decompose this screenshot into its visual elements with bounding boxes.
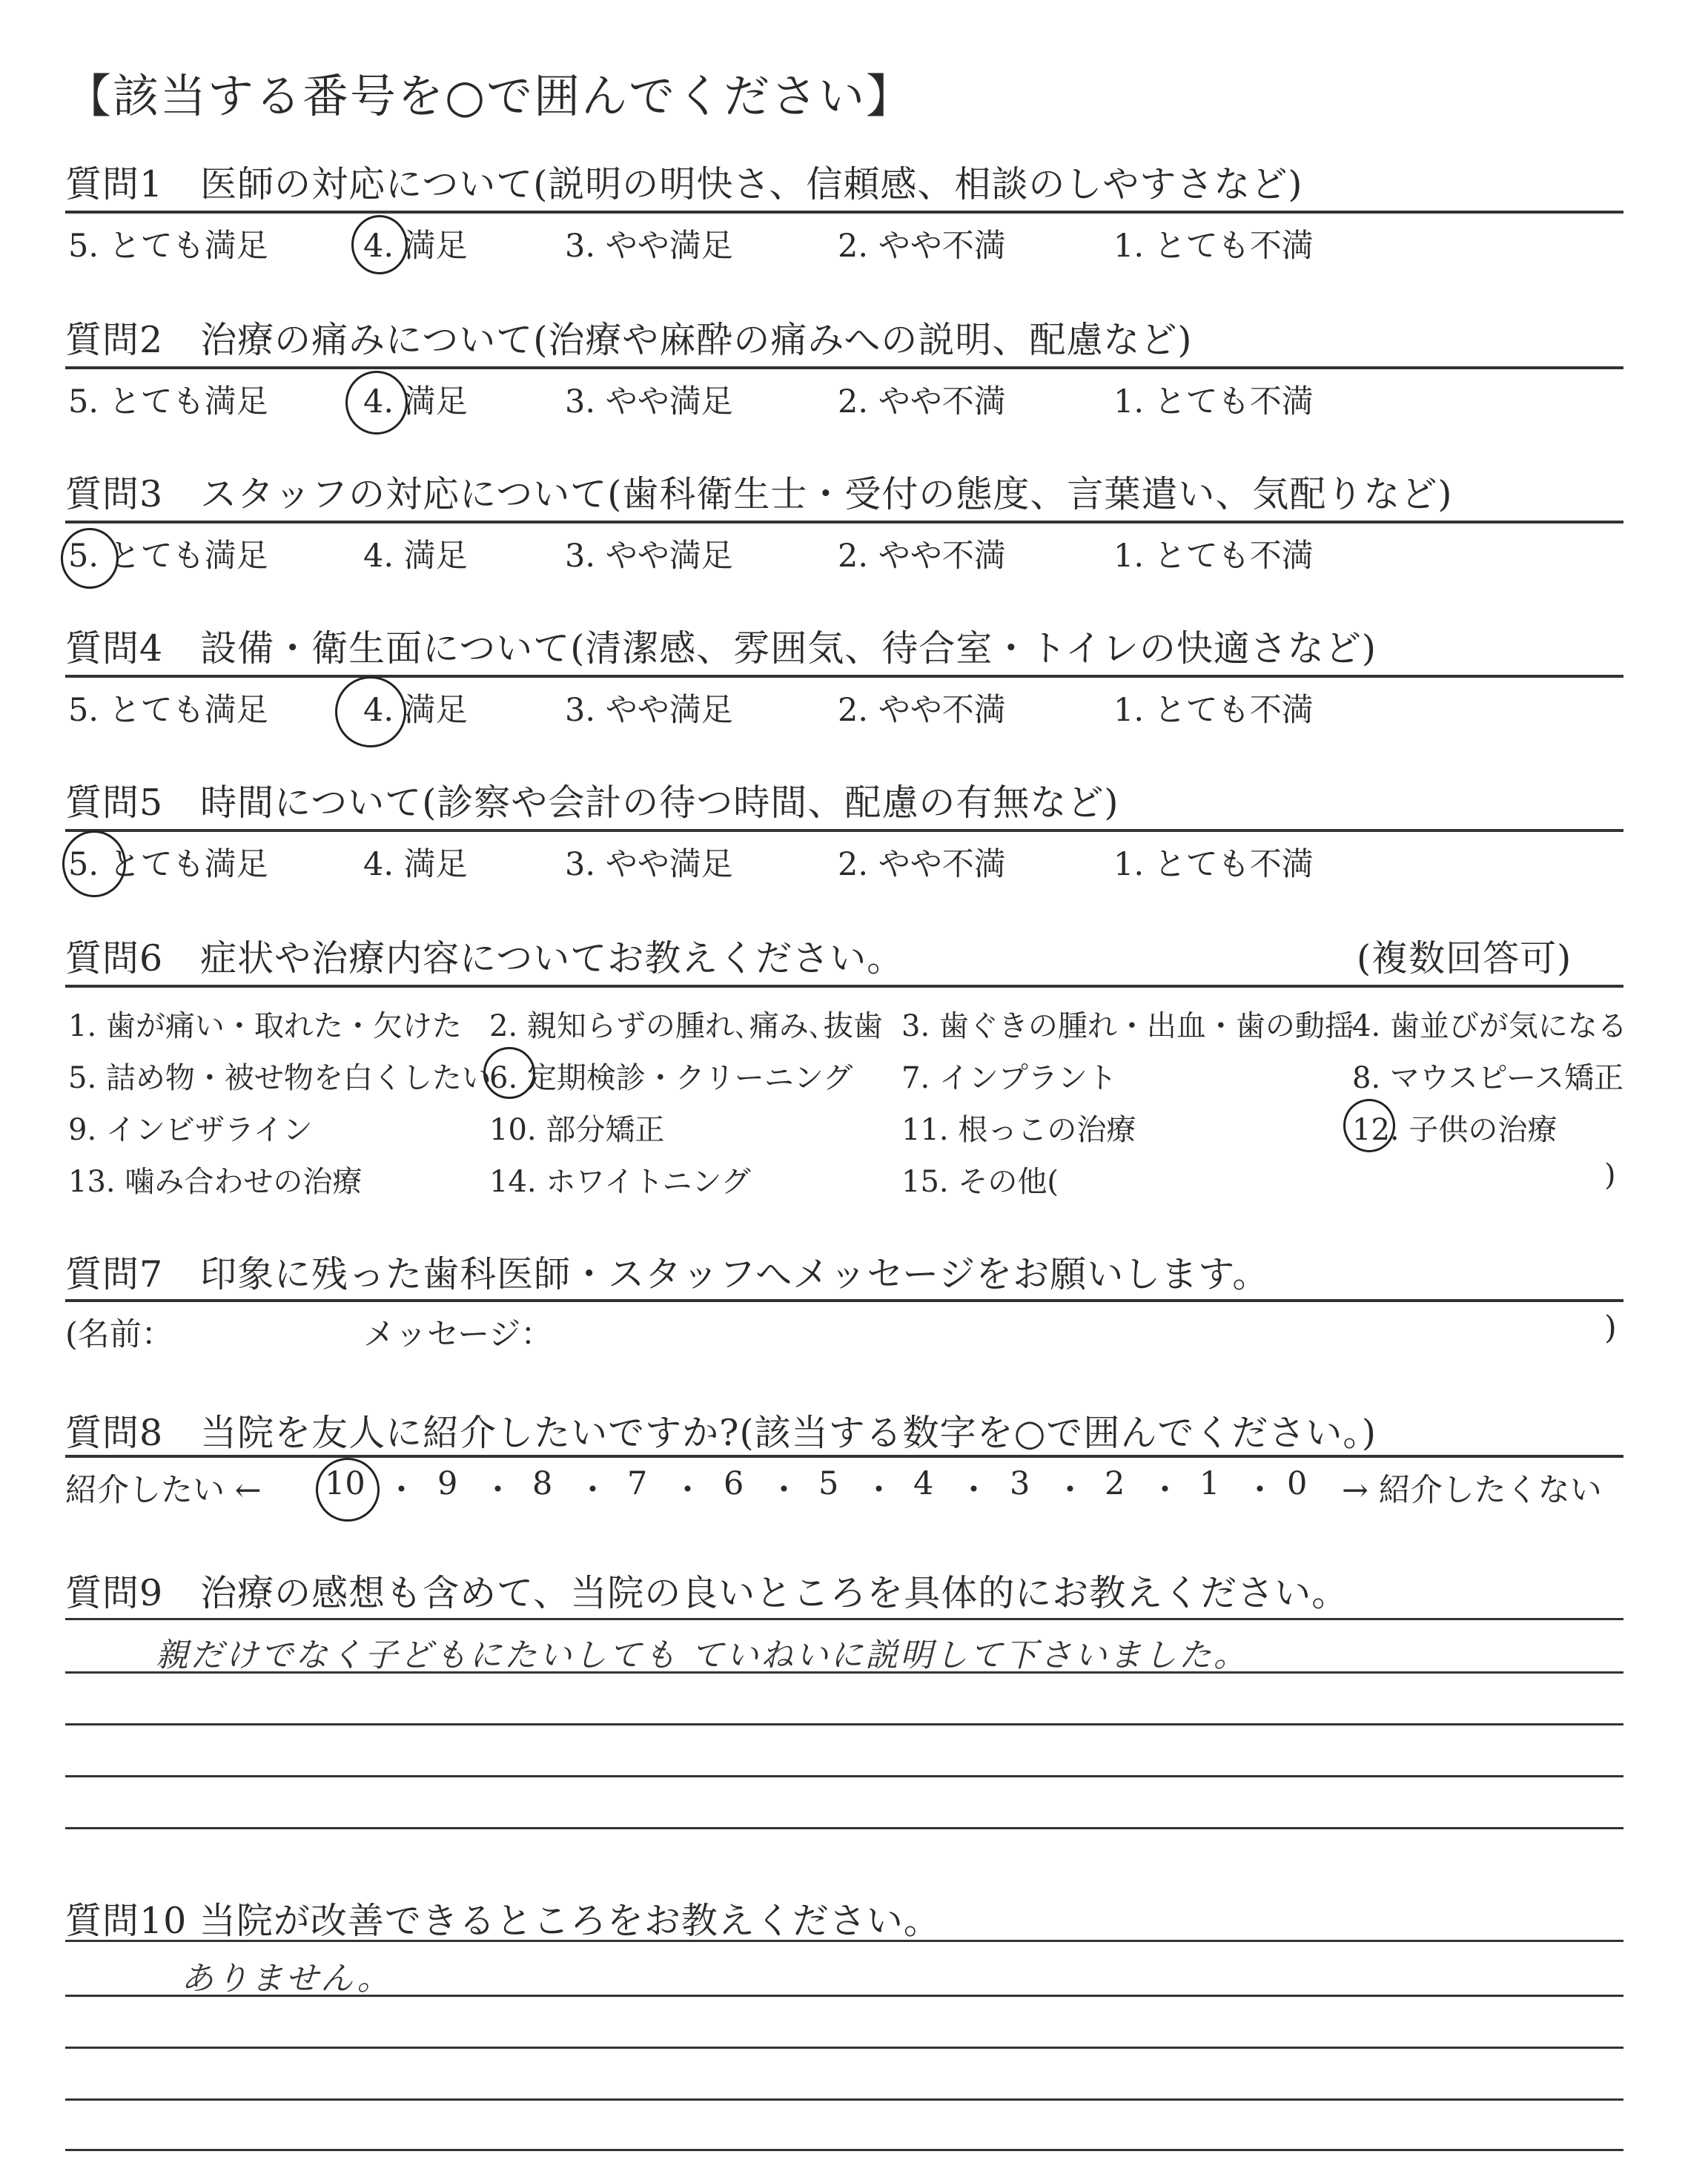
selection-circle xyxy=(316,1458,380,1522)
q6-option-13[interactable]: 13. 噛み合わせの治療 xyxy=(68,1165,363,1199)
rating-option-1[interactable]: 1. とても不満 xyxy=(1113,538,1314,575)
scale-right-label: → 紹介したくない xyxy=(1342,1472,1602,1509)
scale-separator: ・ xyxy=(482,1472,514,1509)
answer-line xyxy=(65,1940,1623,1942)
question-3-title: 質問3 スタッフの対応について(歯科衛生士・受付の態度、言葉遣い、気配りなど) xyxy=(65,473,1453,515)
q6-option-12[interactable]: 12. 子供の治療 xyxy=(1352,1113,1558,1147)
rating-option-5[interactable]: 5. とても満足 xyxy=(68,692,268,729)
answer-line xyxy=(65,2149,1623,2151)
scale-separator: ・ xyxy=(385,1472,417,1509)
question-5-title: 質問5 時間について(診察や会計の待つ時間、配慮の有無など) xyxy=(65,782,1119,824)
selection-circle xyxy=(62,830,126,897)
q6-option-5[interactable]: 5. 詰め物・被せ物を白くしたい xyxy=(68,1061,491,1095)
question-8-title: 質問8 当院を友人に紹介したいですか?(該当する数字を○で囲んでください。) xyxy=(65,1412,1377,1454)
scale-value[interactable]: 7 xyxy=(627,1465,648,1502)
q6-option-3[interactable]: 3. 歯ぐきの腫れ・出血・歯の動揺 xyxy=(901,1009,1354,1043)
divider xyxy=(65,366,1623,369)
answer-line xyxy=(65,1775,1623,1777)
scale-separator: ・ xyxy=(1054,1472,1086,1509)
divider xyxy=(65,675,1623,678)
answer-line xyxy=(65,1618,1623,1620)
scale-value[interactable]: 4 xyxy=(913,1465,934,1502)
scale-left-label: 紹介したい ← xyxy=(65,1472,262,1509)
scale-value[interactable]: 1 xyxy=(1199,1465,1220,1502)
scale-value[interactable]: 2 xyxy=(1105,1465,1125,1502)
question-7-title: 質問7 印象に残った歯科医師・スタッフへメッセージをお願いします。 xyxy=(65,1253,1270,1295)
scale-value[interactable]: 0 xyxy=(1287,1465,1308,1502)
rating-option-5[interactable]: 5. とても満足 xyxy=(68,228,268,265)
q6-option-15[interactable]: 15. その他( xyxy=(901,1165,1059,1199)
rating-option-2[interactable]: 2. やや不満 xyxy=(838,228,1006,265)
rating-option-4[interactable]: 4. 満足 xyxy=(363,538,468,575)
rating-option-1[interactable]: 1. とても不満 xyxy=(1113,692,1314,729)
answer-line xyxy=(65,1671,1623,1674)
rating-option-4[interactable]: 4. 満足 xyxy=(363,846,468,883)
multiple-answers-note: (複数回答可) xyxy=(1357,937,1572,980)
rating-option-2[interactable]: 2. やや不満 xyxy=(838,383,1006,420)
scale-separator: ・ xyxy=(1244,1472,1276,1509)
scale-value[interactable]: 8 xyxy=(532,1465,553,1502)
q6-option-1[interactable]: 1. 歯が痛い・取れた・欠けた xyxy=(68,1009,462,1043)
answer-line xyxy=(65,1995,1623,1997)
divider xyxy=(65,211,1623,214)
scale-separator: ・ xyxy=(768,1472,800,1509)
q6-option-8[interactable]: 8. マウスピース矯正 xyxy=(1352,1061,1624,1095)
rating-option-1[interactable]: 1. とても不満 xyxy=(1113,846,1314,883)
rating-option-5[interactable]: 5. とても満足 xyxy=(68,383,268,420)
answer-line xyxy=(65,2047,1623,2049)
scale-separator: ・ xyxy=(577,1472,609,1509)
selection-circle xyxy=(483,1047,535,1099)
handwritten-answer: 親だけでなく子どもにたいしても ていねいに説明して下さいました。 xyxy=(156,1636,1248,1674)
selection-circle xyxy=(61,528,119,589)
divider xyxy=(65,1299,1623,1302)
rating-option-3[interactable]: 3. やや満足 xyxy=(565,846,733,883)
rating-option-2[interactable]: 2. やや不満 xyxy=(838,538,1006,575)
message-close: ) xyxy=(1604,1309,1617,1347)
scale-value[interactable]: 6 xyxy=(724,1465,744,1502)
question-10-title: 質問10 当院が改善できるところをお教えください。 xyxy=(65,1900,941,1942)
q6-option-10[interactable]: 10. 部分矯正 xyxy=(489,1113,665,1147)
selection-circle xyxy=(1343,1099,1395,1152)
answer-line xyxy=(65,2098,1623,2101)
scale-separator: ・ xyxy=(958,1472,990,1509)
divider xyxy=(65,829,1623,832)
q6-option-2[interactable]: 2. 親知らずの腫れ､痛み､抜歯 xyxy=(489,1009,883,1043)
scale-value[interactable]: 5 xyxy=(818,1465,839,1502)
divider xyxy=(65,521,1623,524)
answer-line xyxy=(65,1723,1623,1725)
rating-option-5[interactable]: 5. とても満足 xyxy=(68,538,268,575)
q6-option-9[interactable]: 9. インビザライン xyxy=(68,1113,313,1147)
divider xyxy=(65,1455,1623,1458)
divider xyxy=(65,985,1623,988)
rating-option-2[interactable]: 2. やや不満 xyxy=(838,692,1006,729)
rating-option-4[interactable]: 4. 満足 xyxy=(363,383,468,420)
q6-option-4[interactable]: 4. 歯並びが気になる xyxy=(1352,1009,1627,1043)
scale-value[interactable]: 3 xyxy=(1010,1465,1030,1502)
scale-separator: ・ xyxy=(863,1472,895,1509)
scale-value[interactable]: 10 xyxy=(325,1465,365,1502)
handwritten-answer: ありません。 xyxy=(181,1960,392,1998)
q6-option-14[interactable]: 14. ホワイトニング xyxy=(489,1165,751,1199)
question-4-title: 質問4 設備・衛生面について(清潔感、雰囲気、待合室・トイレの快適さなど) xyxy=(65,627,1377,670)
rating-option-4[interactable]: 4. 満足 xyxy=(363,228,468,265)
rating-option-1[interactable]: 1. とても不満 xyxy=(1113,383,1314,420)
question-2-title: 質問2 治療の痛みについて(治療や麻酔の痛みへの説明、配慮など) xyxy=(65,319,1193,361)
q6-option-11[interactable]: 11. 根っこの治療 xyxy=(901,1113,1136,1147)
rating-option-2[interactable]: 2. やや不満 xyxy=(838,846,1006,883)
question-9-title: 質問9 治療の感想も含めて、当院の良いところを具体的にお教えください。 xyxy=(65,1572,1349,1614)
rating-option-1[interactable]: 1. とても不満 xyxy=(1113,228,1314,265)
q6-option-15-close: ) xyxy=(1604,1158,1616,1192)
selection-circle xyxy=(351,215,408,274)
scale-separator: ・ xyxy=(1149,1472,1181,1509)
form-heading: 【該当する番号を○で囲んでください】 xyxy=(65,69,914,123)
selection-circle xyxy=(345,371,408,435)
rating-option-3[interactable]: 3. やや満足 xyxy=(565,692,733,729)
message-label: メッセージ： xyxy=(363,1316,553,1353)
q6-option-6[interactable]: 6. 定期検診・クリーニング xyxy=(489,1061,853,1095)
question-1-title: 質問1 医師の対応について(説明の明快さ、信頼感、相談のしやすさなど) xyxy=(65,163,1303,205)
rating-option-5[interactable]: 5. とても満足 xyxy=(68,846,268,883)
rating-option-4[interactable]: 4. 満足 xyxy=(363,692,468,729)
name-label: (名前： xyxy=(65,1316,173,1353)
question-6-title: 質問6 症状や治療内容についてお教えください。 xyxy=(65,937,904,980)
q6-option-7[interactable]: 7. インプラント xyxy=(901,1061,1117,1095)
rating-option-3[interactable]: 3. やや満足 xyxy=(565,538,733,575)
rating-option-3[interactable]: 3. やや満足 xyxy=(565,383,733,420)
scale-value[interactable]: 9 xyxy=(437,1465,458,1502)
rating-option-3[interactable]: 3. やや満足 xyxy=(565,228,733,265)
selection-circle xyxy=(335,676,406,747)
scale-separator: ・ xyxy=(672,1472,704,1509)
answer-line xyxy=(65,1827,1623,1829)
